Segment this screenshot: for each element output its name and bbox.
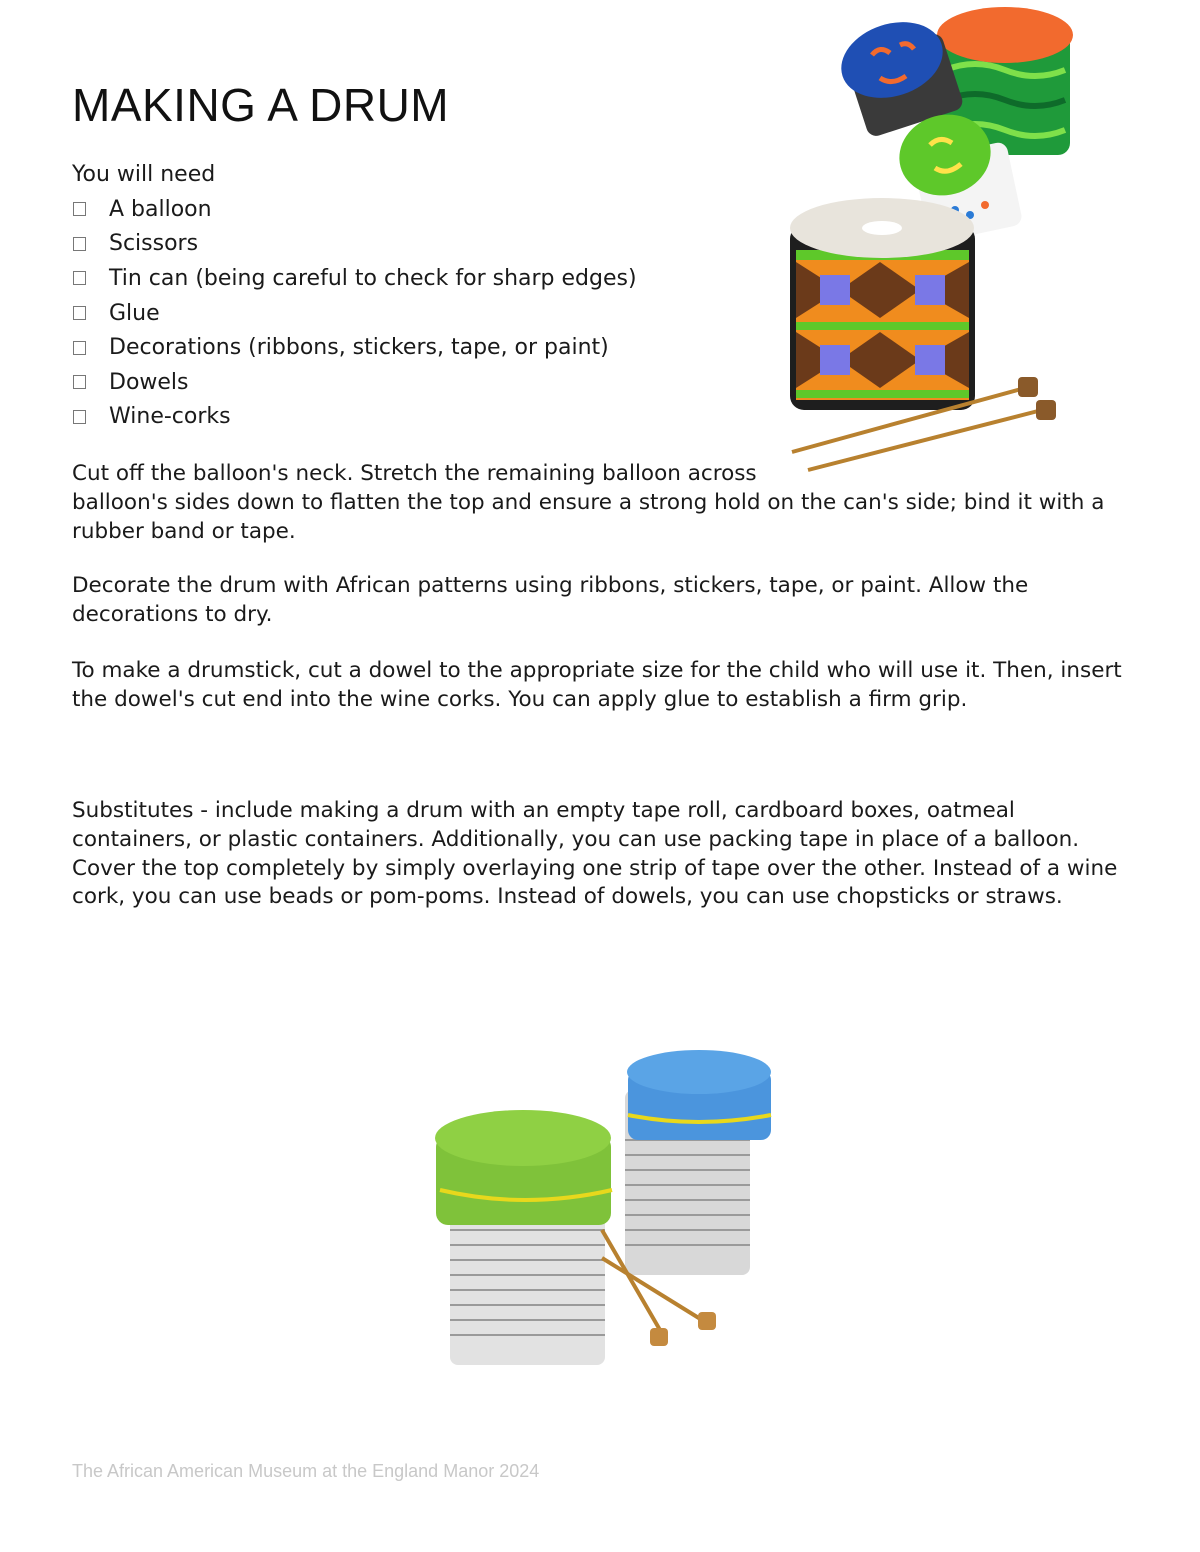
supply-item (72, 227, 637, 262)
page-title: MAKING A DRUM (72, 79, 450, 131)
footer-credit: The African American Museum at the England Manor 2024 (72, 1461, 540, 1481)
green-lid-can-illustration (435, 1110, 612, 1365)
checkbox-icon[interactable] (73, 306, 86, 320)
supply-item-label: A balloon (109, 196, 212, 222)
tin-can-drums-photo (420, 1030, 800, 1380)
checkbox-icon[interactable] (73, 375, 86, 389)
supply-item (72, 365, 637, 400)
checkbox-icon[interactable] (73, 271, 86, 285)
decorated-drums-photo (780, 0, 1080, 480)
checkbox-icon[interactable] (73, 410, 86, 424)
blue-lid-can-illustration (625, 1050, 771, 1275)
supply-item (72, 330, 637, 365)
supplies-label: You will need (72, 162, 216, 187)
supply-item (72, 261, 637, 296)
supply-item (72, 400, 637, 435)
step-1-line-1: Cut off the balloon's neck. Stretch the remaining balloon across (72, 461, 757, 486)
step-2-paragraph: Decorate the drum with African patterns using ribbons, stickers, tape, or paint. Allow the decorations to dry. (72, 573, 1029, 627)
supply-item-label: Dowels (109, 369, 189, 395)
step-1-rest: balloon's sides down to flatten the top and ensure a strong hold on the can's side; bind it with a rubber band or tape. (72, 489, 1105, 544)
supply-item-label: Scissors (109, 231, 199, 257)
checkbox-icon[interactable] (73, 202, 86, 216)
supply-item-label: Wine-corks (109, 404, 231, 430)
checkbox-icon[interactable] (73, 237, 86, 251)
step-3-paragraph: To make a drumstick, cut a dowel to the appropriate size for the child who will use it. Then, insert the dowel's cut end into the wine corks. You can apply glue to establish a firm grip. (72, 658, 1122, 712)
supply-item-label: Glue (109, 300, 160, 326)
checkbox-icon[interactable] (73, 341, 86, 355)
supplies-checklist (72, 192, 637, 434)
patterned-drum-illustration (790, 198, 975, 410)
supply-item (72, 296, 637, 331)
supply-item (72, 192, 637, 227)
substitutes-paragraph: Substitutes - include making a drum with an empty tape roll, cardboard boxes, oatmeal containers, or plastic containers. Additionally, you can use packing tape in place of a balloon. Cover the top completely by simply overlaying one strip of tape over the other. Instead of a wine cork, you can use beads or pom-poms. Instead of dowels, you can use chopsticks or straws. (72, 798, 1118, 910)
supply-item-label: Tin can (being careful to check for sharp edges) (109, 265, 637, 291)
supply-item-label: Decorations (ribbons, stickers, tape, or paint) (109, 335, 609, 361)
